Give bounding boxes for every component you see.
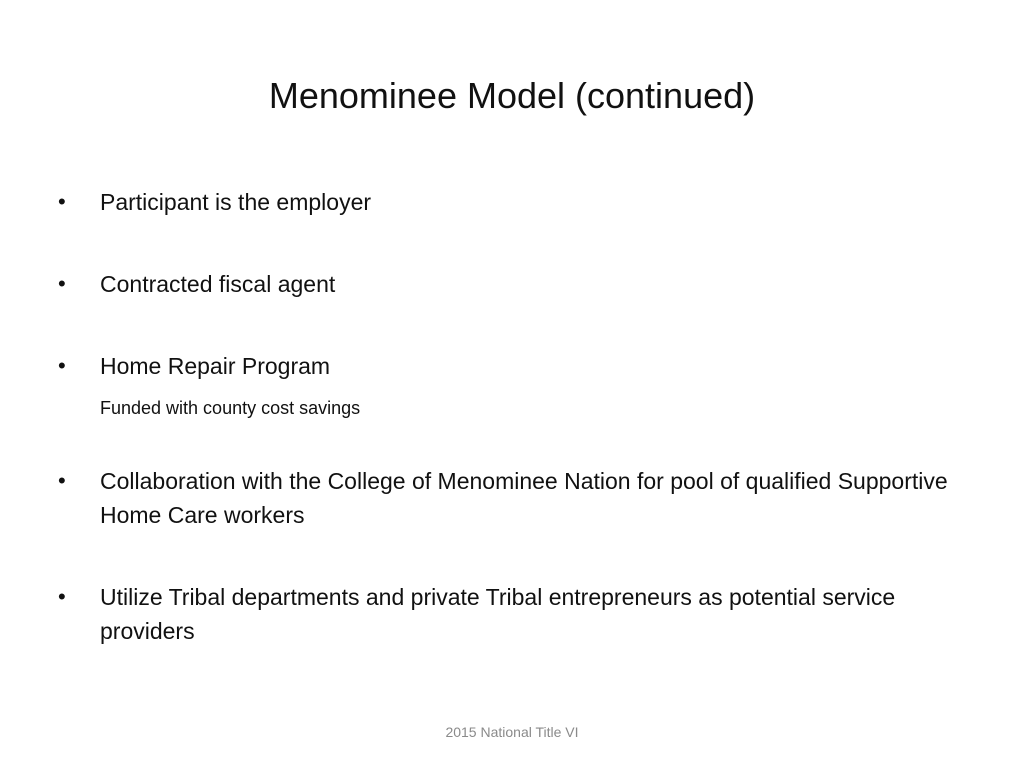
- bullet-text: Participant is the employer: [100, 189, 372, 215]
- bullet-text: Contracted fiscal agent: [100, 271, 336, 297]
- bullet-marker: •: [58, 353, 66, 378]
- bullet-marker: •: [58, 468, 66, 493]
- slide-footer: 2015 National Title VI: [445, 724, 579, 740]
- bullet-marker: •: [58, 189, 66, 214]
- bullet-text: Utilize Tribal departments and private Tribal entrepreneurs as potential service providers: [100, 584, 896, 644]
- sub-bullet-text: Funded with county cost savings: [100, 398, 361, 418]
- slide-title: Menominee Model (continued): [268, 75, 756, 116]
- bullet-text: Home Repair Program: [100, 353, 331, 379]
- bullet-marker: •: [58, 584, 66, 609]
- bullet-text: Collaboration with the College of Menominee Nation for pool of qualified Supportive Home Care workers: [100, 468, 948, 528]
- bullet-marker: •: [58, 271, 66, 296]
